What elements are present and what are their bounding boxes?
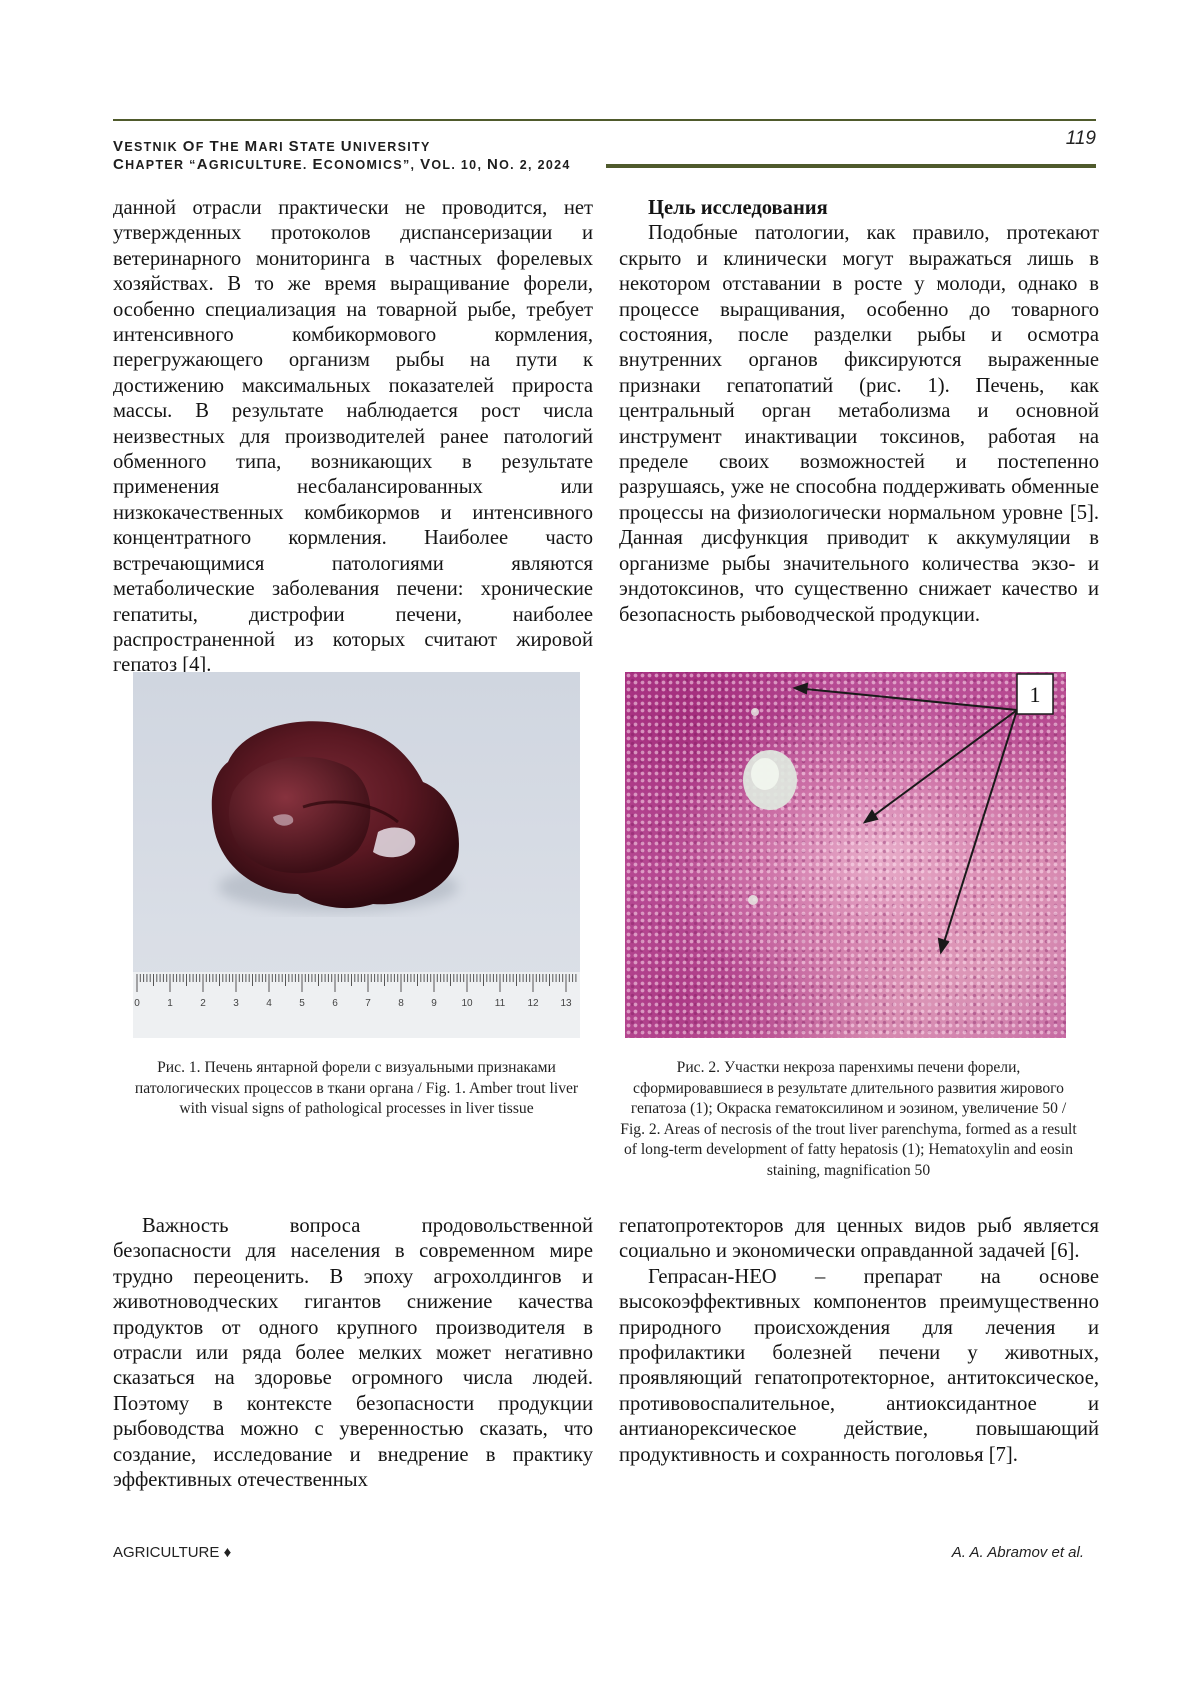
- ruler-label: 4: [266, 998, 272, 1009]
- ruler-label: 7: [365, 998, 371, 1009]
- figure-2-caption: Рис. 2. Участки некроза паренхимы печени форели, сформировавшиеся в результате длительного развития жирового гепатоза (1); Окраска гематоксилином и эозином, увеличение 50 / Fig. 2. Areas of necrosis of the trout liver parenchyma, formed as a result of long-term development of fatty hepatosis (1); Hematoxylin and eosin staining, magnification 50: [619, 1058, 1078, 1182]
- section-heading: Цель исследования: [619, 196, 1099, 221]
- ruler-label: 5: [299, 998, 305, 1009]
- figure-1-liver-photo: [133, 672, 580, 1038]
- pointer-arrow-3: [941, 710, 1017, 952]
- small-vacuole: [748, 895, 758, 905]
- pointer-arrow-1: [795, 688, 1017, 710]
- journal-title: [113, 138, 571, 174]
- ruler-label: 9: [431, 998, 437, 1009]
- liver-upper-lobe: [229, 757, 370, 873]
- arrowhead: [939, 939, 948, 952]
- journal-title-line2: CHAPTER “AGRICULTURE. ECONOMICS”, VOL. 10, NO. 2, 2024: [113, 156, 571, 174]
- figure-1-caption: Рис. 1. Печень янтарной форели с визуальными признаками патологических процессов в ткани органа / Fig. 1. Amber trout liver with visual signs of pathological processes in liver tissue: [133, 1058, 580, 1120]
- ruler-label: 2: [200, 998, 206, 1009]
- arrowhead: [865, 811, 877, 822]
- footer-authors: A. A. Abramov et al.: [952, 1544, 1084, 1561]
- paragraph: Гепрасан-НЕО – препарат на основе высокоэффективных компонентов преимущественно природного происхождения для лечения и профилактики болезней печени у животных, проявляющий гепатопротекторное, антитоксическое, противовоспалительное, антиоксидантное и антианорексическое действие, повышающий продуктивность и сохранность поголовья [7].: [619, 1265, 1099, 1468]
- ruler-label: 3: [233, 998, 239, 1009]
- left-column-bottom: [113, 1214, 593, 1493]
- ruler-label: 1: [167, 998, 173, 1009]
- footer-section: AGRICULTURE ♦: [113, 1544, 231, 1561]
- ruler-label: 12: [527, 998, 539, 1009]
- paragraph: Подобные патологии, как правило, протекают скрыто и клинически могут выражаться лишь в некотором отставании в росте у молоди, однако в процессе выращивания, особенно до товарного состояния, после разделки рыбы и осмотра внутренних органов фиксируются выраженные признаки гепатопатий (рис. 1). Печень, как центральный орган метаболизма и основной инструмент инактивации токсинов, работая на пределе своих возможностей и постепенно разрушаясь, уже не способна поддерживать обменные процессы на физиологически нормальном уровне [5]. Данная дисфункция приводит к аккумуляции в организме рыбы значительного количества экзо- и эндотоксинов, что существенно снижает качество и безопасность рыбоводческой продукции.: [619, 221, 1099, 628]
- page-number: 119: [1066, 128, 1096, 150]
- ruler-label: 6: [332, 998, 338, 1009]
- pointer-arrows: [795, 684, 1017, 952]
- marker-label: 1: [1030, 682, 1041, 707]
- small-vacuole: [751, 708, 759, 716]
- paragraph: гепатопротекторов для ценных видов рыб является социально и экономически оправданной задачей [6].: [619, 1214, 1099, 1265]
- header-top-rule: [113, 119, 1096, 121]
- arrowhead: [795, 684, 807, 693]
- ruler-label: 0: [134, 998, 140, 1009]
- figure-2-micrograph: [625, 672, 1066, 1038]
- micrograph-annotations: [625, 672, 1066, 1038]
- paragraph: данной отрасли практически не проводится, нет утвержденных протоколов диспансеризации и ветеринарного мониторинга в частных форелевых хозяйствах. В то же время выращивание форели, особенно специализация на товарной рыбе, требует интенсивного комбикормового кормления, перегружающего организм рыбы на пути к достижению максимальных показателей прироста массы. В результате наблюдается рост числа неизвестных для производителей ранее патологий обменного типа, возникающих в результате применения несбалансированных или низкокачественных комбикормов и интенсивного концентратного кормления. Наиболее часто встречающимися патологиями являются метаболические заболевания печени: хронические гепатиты, дистрофии печени, наиболее распространенной из которых считают жировой гепатоз [4].: [113, 196, 593, 679]
- fat-vacuole-highlight: [751, 758, 779, 790]
- pointer-arrow-2: [865, 710, 1017, 822]
- ruler-label: 11: [495, 998, 506, 1009]
- liver-photo-illustration: [133, 672, 580, 1038]
- paragraph: Важность вопроса продовольственной безопасности для населения в современном мире трудно переоценить. В эпоху агрохолдингов и животноводческих гигантов снижение качества продуктов от одного крупного производителя в отрасли или ряда более мелких может негативно сказаться на здоровье огромного числа людей. Поэтому в контексте безопасности продукции рыбоводства можно с уверенностью сказать, что создание, исследование и внедрение в практику эффективных отечественных: [113, 1214, 593, 1493]
- left-column-top: [113, 196, 593, 679]
- ruler-label: 10: [461, 998, 473, 1009]
- header-middle-rule: [606, 164, 1096, 168]
- journal-title-line1: VESTNIK OF THE MARI STATE UNIVERSITY: [113, 138, 571, 156]
- right-column-top: [619, 196, 1099, 628]
- right-column-bottom: [619, 1214, 1099, 1468]
- ruler-label: 13: [560, 998, 572, 1009]
- ruler-label: 8: [398, 998, 404, 1009]
